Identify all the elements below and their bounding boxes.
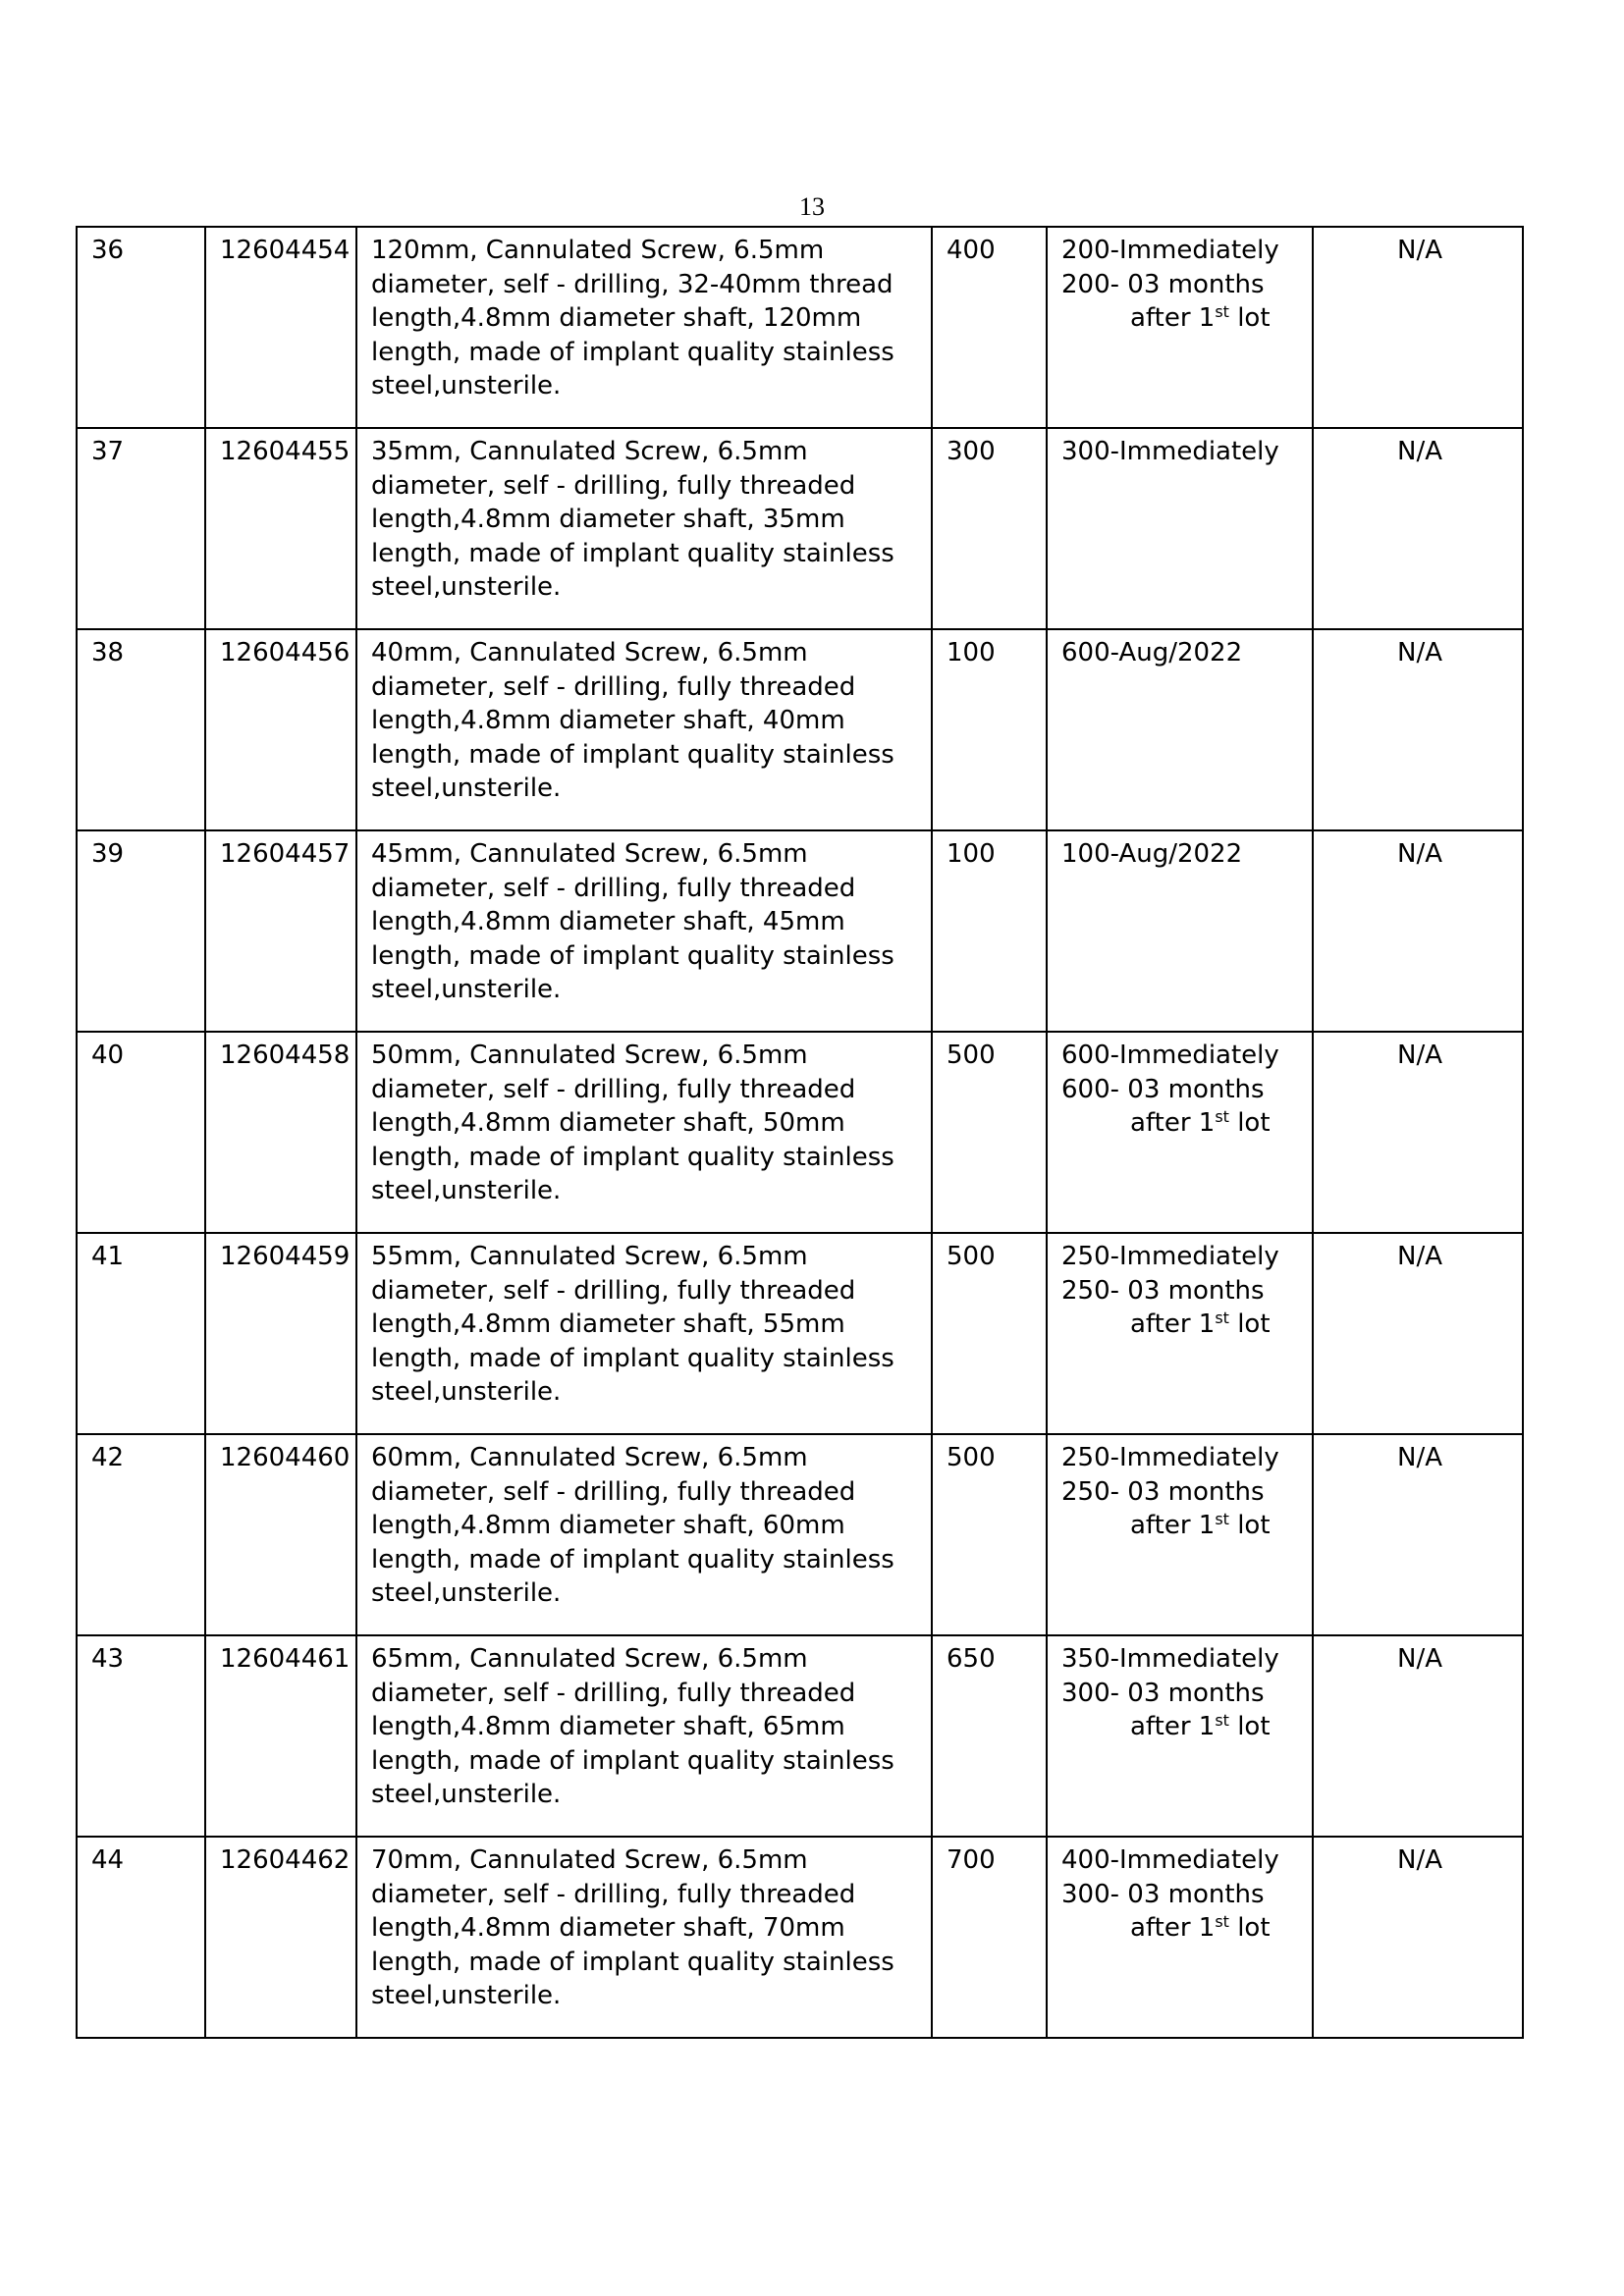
availability-cell: N/A xyxy=(1313,830,1523,1032)
delivery-lot-text: lot xyxy=(1228,1309,1271,1340)
delivery-continuation xyxy=(1061,1911,1302,1946)
availability-cell: N/A xyxy=(1313,1233,1523,1434)
delivery-schedule-cell xyxy=(1047,1233,1313,1434)
quantity-cell: 100 xyxy=(932,629,1047,830)
delivery-line: 300- 03 months xyxy=(1061,1879,1265,1909)
description-cell: 120mm, Cannulated Screw, 6.5mm diameter, self - drilling, 32-40mm thread length,4.8mm diameter shaft, 120mm length, made of implant quality stainless steel,unsterile. xyxy=(356,227,932,428)
delivery-lot-text: lot xyxy=(1228,1913,1271,1944)
table-row xyxy=(77,830,1523,1032)
description-cell: 65mm, Cannulated Screw, 6.5mm diameter, self - drilling, fully threaded length,4.8mm diameter shaft, 65mm length, made of implant quality stainless steel,unsterile. xyxy=(356,1635,932,1837)
delivery-lot-text: lot xyxy=(1228,1108,1271,1139)
delivery-lot-text: lot xyxy=(1228,1511,1271,1541)
item-code-cell: 12604457 xyxy=(205,830,356,1032)
delivery-lot-text: lot xyxy=(1228,1712,1271,1742)
delivery-after-text: after 1 xyxy=(1130,1511,1216,1541)
description-cell: 40mm, Cannulated Screw, 6.5mm diameter, self - drilling, fully threaded length,4.8mm diameter shaft, 40mm length, made of implant quality stainless steel,unsterile. xyxy=(356,629,932,830)
availability-cell: N/A xyxy=(1313,227,1523,428)
serial-number-cell: 36 xyxy=(77,227,205,428)
serial-number-cell: 38 xyxy=(77,629,205,830)
ordinal-suffix: st xyxy=(1215,1107,1229,1127)
delivery-line: 600-Immediately xyxy=(1061,1041,1279,1070)
item-code-cell: 12604454 xyxy=(205,227,356,428)
description-cell: 50mm, Cannulated Screw, 6.5mm diameter, self - drilling, fully threaded length,4.8mm diameter shaft, 50mm length, made of implant quality stainless steel,unsterile. xyxy=(356,1032,932,1233)
delivery-schedule-cell xyxy=(1047,1434,1313,1635)
delivery-schedule-cell xyxy=(1047,830,1313,1032)
ordinal-suffix: st xyxy=(1215,1510,1229,1529)
delivery-line: 200- 03 months xyxy=(1061,269,1265,299)
page-number: 13 xyxy=(799,192,825,221)
delivery-continuation xyxy=(1061,1710,1302,1744)
delivery-line: 200-Immediately xyxy=(1061,236,1279,265)
delivery-schedule-cell xyxy=(1047,428,1313,629)
serial-number-cell: 41 xyxy=(77,1233,205,1434)
quantity-cell: 700 xyxy=(932,1837,1047,2038)
delivery-line: 250- 03 months xyxy=(1061,1275,1265,1306)
serial-number-cell: 40 xyxy=(77,1032,205,1233)
ordinal-suffix: st xyxy=(1215,302,1229,322)
items-table xyxy=(76,226,1524,2039)
table-row xyxy=(77,428,1523,629)
delivery-after-text: after 1 xyxy=(1130,1108,1216,1139)
quantity-cell: 650 xyxy=(932,1635,1047,1837)
delivery-line: 100-Aug/2022 xyxy=(1061,839,1243,869)
delivery-line: 250-Immediately xyxy=(1061,1443,1279,1472)
item-code-cell: 12604458 xyxy=(205,1032,356,1233)
delivery-schedule-cell xyxy=(1047,227,1313,428)
quantity-cell: 500 xyxy=(932,1032,1047,1233)
delivery-line: 400-Immediately xyxy=(1061,1845,1279,1875)
quantity-cell: 500 xyxy=(932,1434,1047,1635)
serial-number-cell: 39 xyxy=(77,830,205,1032)
serial-number-cell: 42 xyxy=(77,1434,205,1635)
table-row xyxy=(77,227,1523,428)
description-cell: 45mm, Cannulated Screw, 6.5mm diameter, self - drilling, fully threaded length,4.8mm diameter shaft, 45mm length, made of implant quality stainless steel,unsterile. xyxy=(356,830,932,1032)
availability-cell: N/A xyxy=(1313,1635,1523,1837)
availability-cell: N/A xyxy=(1313,629,1523,830)
item-code-cell: 12604459 xyxy=(205,1233,356,1434)
availability-cell: N/A xyxy=(1313,1837,1523,2038)
quantity-cell: 100 xyxy=(932,830,1047,1032)
delivery-after-text: after 1 xyxy=(1130,303,1216,334)
table-row xyxy=(77,1032,1523,1233)
delivery-schedule-cell xyxy=(1047,1635,1313,1837)
delivery-line: 600- 03 months xyxy=(1061,1074,1265,1104)
description-cell: 35mm, Cannulated Screw, 6.5mm diameter, self - drilling, fully threaded length,4.8mm diameter shaft, 35mm length, made of implant quality stainless steel,unsterile. xyxy=(356,428,932,629)
serial-number-cell: 43 xyxy=(77,1635,205,1837)
description-cell: 70mm, Cannulated Screw, 6.5mm diameter, self - drilling, fully threaded length,4.8mm diameter shaft, 70mm length, made of implant quality stainless steel,unsterile. xyxy=(356,1837,932,2038)
delivery-line: 600-Aug/2022 xyxy=(1061,638,1243,667)
ordinal-suffix: st xyxy=(1215,1711,1229,1731)
availability-cell: N/A xyxy=(1313,1032,1523,1233)
delivery-schedule-cell xyxy=(1047,1032,1313,1233)
item-code-cell: 12604460 xyxy=(205,1434,356,1635)
table-row xyxy=(77,1233,1523,1434)
availability-cell: N/A xyxy=(1313,1434,1523,1635)
description-cell: 55mm, Cannulated Screw, 6.5mm diameter, self - drilling, fully threaded length,4.8mm diameter shaft, 55mm length, made of implant quality stainless steel,unsterile. xyxy=(356,1233,932,1434)
delivery-after-text: after 1 xyxy=(1130,1712,1216,1742)
table-row xyxy=(77,1434,1523,1635)
delivery-lot-text: lot xyxy=(1228,303,1271,334)
table-row xyxy=(77,629,1523,830)
delivery-continuation xyxy=(1061,1308,1302,1342)
table-row xyxy=(77,1635,1523,1837)
delivery-schedule-cell xyxy=(1047,629,1313,830)
delivery-after-text: after 1 xyxy=(1130,1913,1216,1944)
delivery-line: 250- 03 months xyxy=(1061,1476,1265,1507)
delivery-line: 300-Immediately xyxy=(1061,437,1279,466)
item-code-cell: 12604462 xyxy=(205,1837,356,2038)
delivery-schedule-cell xyxy=(1047,1837,1313,2038)
quantity-cell: 300 xyxy=(932,428,1047,629)
serial-number-cell: 37 xyxy=(77,428,205,629)
item-code-cell: 12604455 xyxy=(205,428,356,629)
table-body xyxy=(77,227,1523,2038)
availability-cell: N/A xyxy=(1313,428,1523,629)
delivery-line: 250-Immediately xyxy=(1061,1242,1279,1271)
quantity-cell: 500 xyxy=(932,1233,1047,1434)
item-code-cell: 12604456 xyxy=(205,629,356,830)
delivery-continuation xyxy=(1061,1509,1302,1543)
table-row xyxy=(77,1837,1523,2038)
delivery-continuation xyxy=(1061,301,1302,336)
delivery-line: 350-Immediately xyxy=(1061,1644,1279,1674)
quantity-cell: 400 xyxy=(932,227,1047,428)
delivery-continuation xyxy=(1061,1106,1302,1141)
ordinal-suffix: st xyxy=(1215,1308,1229,1328)
delivery-after-text: after 1 xyxy=(1130,1309,1216,1340)
serial-number-cell: 44 xyxy=(77,1837,205,2038)
item-code-cell: 12604461 xyxy=(205,1635,356,1837)
ordinal-suffix: st xyxy=(1215,1912,1229,1932)
description-cell: 60mm, Cannulated Screw, 6.5mm diameter, self - drilling, fully threaded length,4.8mm diameter shaft, 60mm length, made of implant quality stainless steel,unsterile. xyxy=(356,1434,932,1635)
delivery-line: 300- 03 months xyxy=(1061,1678,1265,1708)
